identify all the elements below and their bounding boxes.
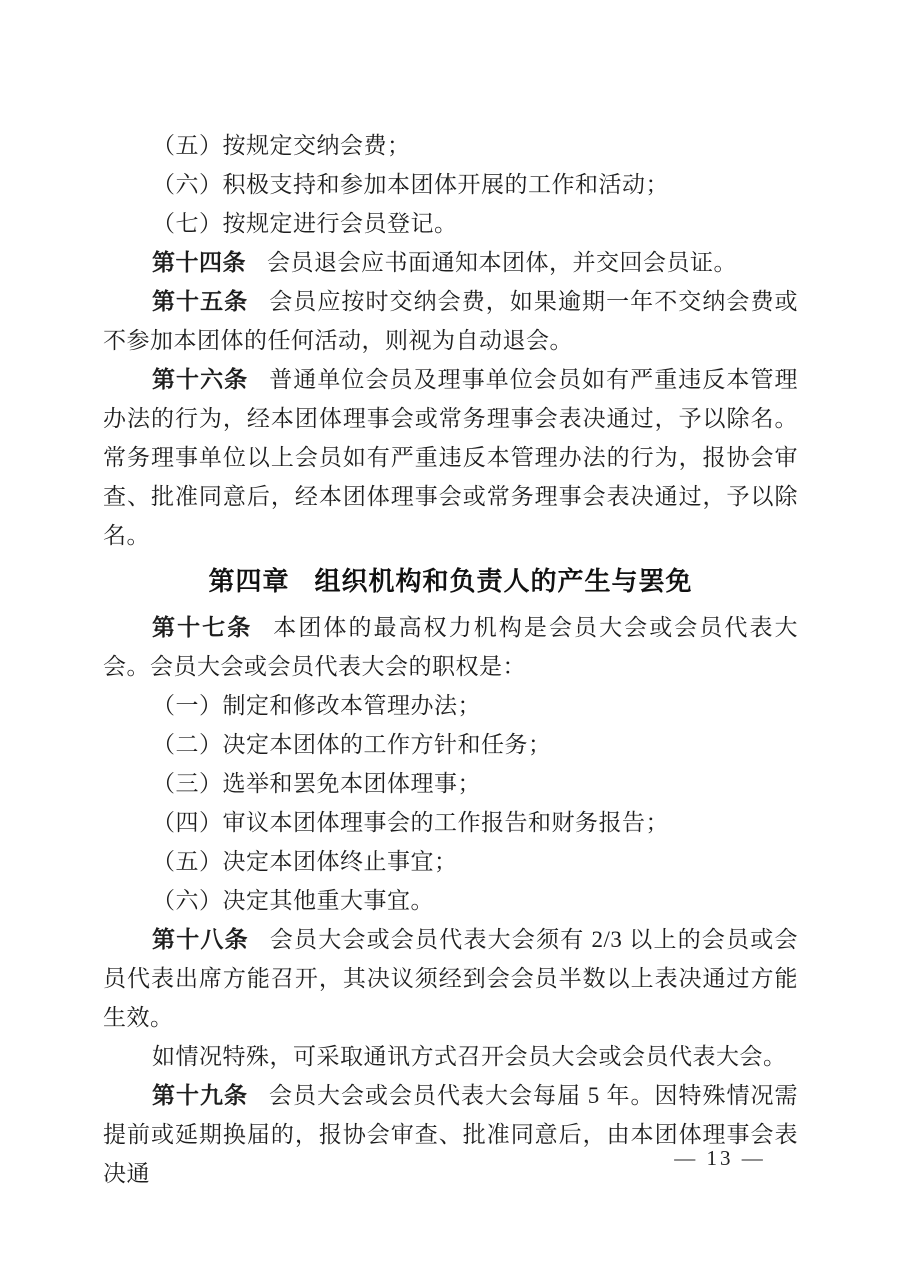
- article-number: 第十八条: [152, 927, 249, 952]
- chapter-heading: [103, 562, 798, 601]
- article-paragraph: [103, 282, 798, 360]
- article-number: 第十七条: [152, 615, 253, 640]
- clause-text: （六）决定其他重大事宜。: [152, 888, 434, 913]
- clause-text: （七）按规定进行会员登记。: [152, 211, 458, 236]
- article-paragraph: [103, 608, 798, 686]
- article-number: 第十五条: [152, 289, 249, 314]
- article-paragraph: [103, 1076, 798, 1193]
- clause-text: （二）决定本团体的工作方针和任务；: [152, 732, 552, 757]
- clause-text: （四）审议本团体理事会的工作报告和财务报告；: [152, 810, 669, 835]
- article-text: 会员应按时交纳会费，如果逾期一年不交纳会费或不参加本团体的任何活动，则视为自动退会。: [103, 289, 799, 353]
- article-text: 本团体的最高权力机构是会员大会或会员代表大会。会员大会或会员代表大会的职权是：: [103, 615, 798, 679]
- article-text: 会员大会或会员代表大会每届 5 年。因特殊情况需提前或延期换届的，报协会审查、批准同意后，由本团体理事会表决通: [103, 1083, 798, 1186]
- list-item-paragraph: [103, 204, 798, 243]
- clause-text: （一）制定和修改本管理办法；: [152, 693, 481, 718]
- article-number: 第十六条: [152, 367, 249, 392]
- article-text: 普通单位会员及理事单位会员如有严重违反本管理办法的行为，经本团体理事会或常务理事会表决通过，予以除名。常务理事单位以上会员如有严重违反本管理办法的行为，报协会审查、批准同意后，经本团体理事会或常务理事会表决通过，予以除名。: [103, 367, 799, 548]
- page-number: — 13 —: [674, 1146, 766, 1170]
- list-item-paragraph: [103, 842, 798, 881]
- list-item-paragraph: [103, 725, 798, 764]
- list-item-paragraph: [103, 881, 798, 920]
- article-number: 第十四条: [152, 250, 246, 275]
- article-paragraph: [103, 920, 798, 1037]
- list-item-paragraph: [103, 165, 798, 204]
- chapter-title: 组织机构和负责人的产生与罢免: [314, 566, 693, 596]
- clause-text: （六）积极支持和参加本团体开展的工作和活动；: [152, 172, 669, 197]
- clause-text: 如情况特殊，可采取通讯方式召开会员大会或会员代表大会。: [152, 1044, 787, 1069]
- list-item-paragraph: [103, 686, 798, 725]
- list-item-paragraph: [103, 803, 798, 842]
- article-text: 会员大会或会员代表大会须有 2/3 以上的会员或会员代表出席方能召开，其决议须经到会会员半数以上表决通过方能生效。: [103, 927, 799, 1030]
- clause-text: （五）决定本团体终止事宜；: [152, 849, 458, 874]
- article-paragraph: [103, 360, 798, 555]
- document-body: [103, 126, 798, 1193]
- plain-paragraph: [103, 1037, 798, 1076]
- list-item-paragraph: [103, 764, 798, 803]
- chapter-label: 第四章: [208, 566, 290, 596]
- clause-text: （五）按规定交纳会费；: [152, 133, 411, 158]
- article-number: 第十九条: [152, 1083, 248, 1108]
- article-text: 会员退会应书面通知本团体，并交回会员证。: [267, 250, 737, 275]
- clause-text: （三）选举和罢免本团体理事；: [152, 771, 481, 796]
- article-paragraph: [103, 243, 798, 282]
- list-item-paragraph: [103, 126, 798, 165]
